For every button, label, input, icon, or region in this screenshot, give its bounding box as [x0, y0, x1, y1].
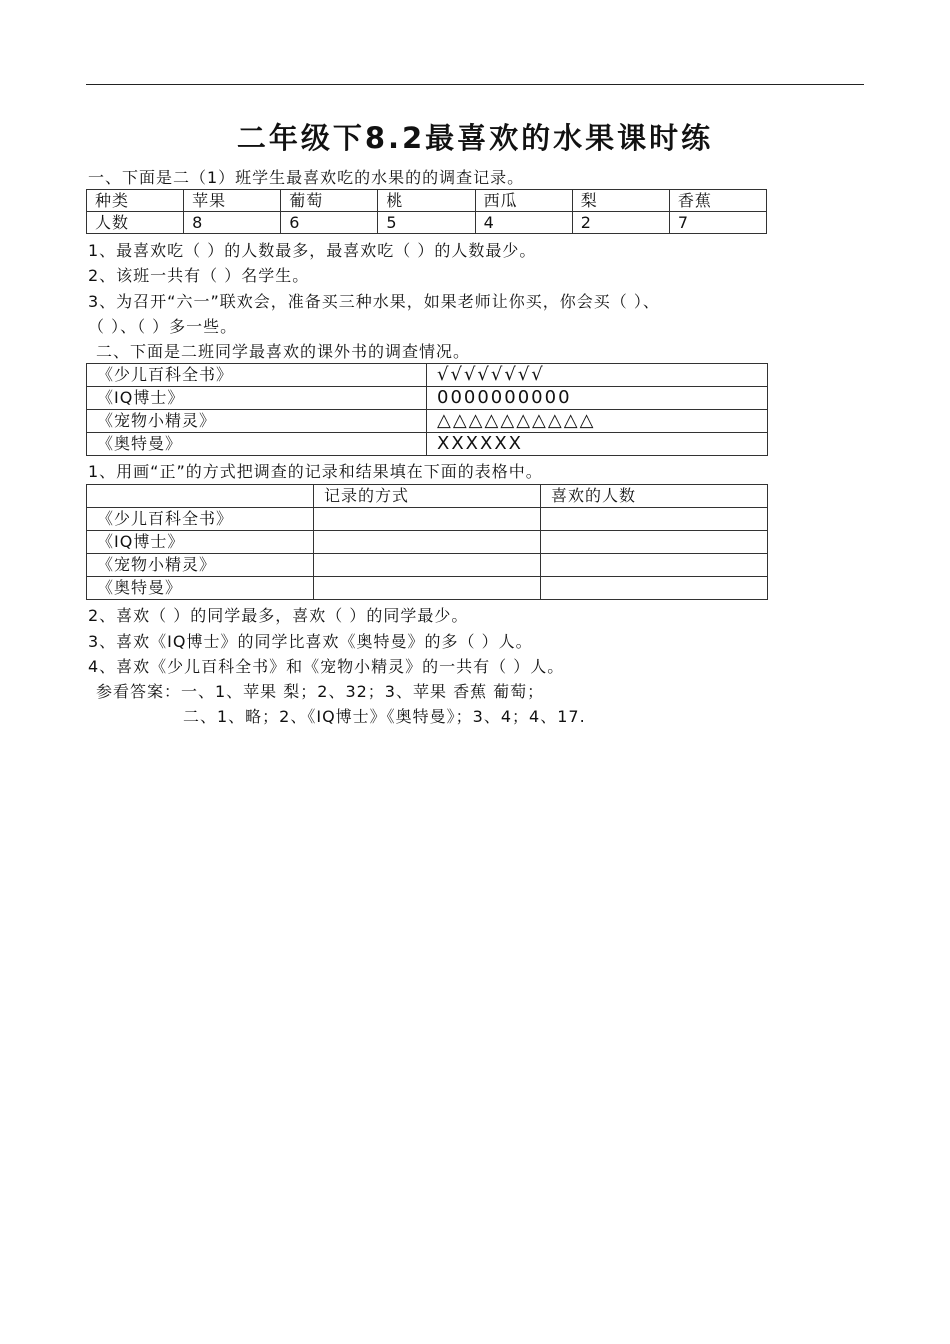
table-cell: 记录的方式: [314, 485, 541, 508]
table-cell: 喜欢的人数: [541, 485, 768, 508]
answer-cell[interactable]: [314, 554, 541, 577]
table-cell: 《奥特曼》: [87, 433, 427, 456]
section1-question-1: 1、最喜欢吃（ ）的人数最多，最喜欢吃（ ）的人数最少。: [88, 241, 537, 260]
table-row: [87, 212, 767, 234]
header-rule: [86, 84, 864, 85]
table-row: [87, 554, 768, 577]
table-row: [87, 190, 767, 212]
tally-answer-table: [86, 484, 768, 600]
section2-heading: 二、下面是二班同学最喜欢的课外书的调查情况。: [96, 342, 471, 361]
table-cell: 梨: [572, 190, 669, 212]
table-cell: 西瓜: [475, 190, 572, 212]
section2-question-1: 1、用画“正”的方式把调查的记录和结果填在下面的表格中。: [88, 462, 543, 481]
table-cell: 《宠物小精灵》: [87, 554, 314, 577]
table-cell: 苹果: [184, 190, 281, 212]
section1-question-2: 2、该班一共有（ ）名学生。: [88, 266, 310, 285]
section2-question-4: 4、喜欢《少儿百科全书》和《宠物小精灵》的一共有（ ）人。: [88, 657, 565, 676]
answer-cell[interactable]: [314, 508, 541, 531]
table-cell: 《宠物小精灵》: [87, 410, 427, 433]
answer-cell[interactable]: [541, 531, 768, 554]
table-cell: 人数: [87, 212, 184, 234]
section2-question-3: 3、喜欢《IQ博士》的同学比喜欢《奥特曼》的多（ ）人。: [88, 632, 533, 651]
table-row: [87, 433, 768, 456]
section1-question-3-continued: （ ）、（ ）多一些。: [88, 317, 238, 336]
table-cell: 《IQ博士》: [87, 531, 314, 554]
table-row: [87, 364, 768, 387]
answer-key-line-1: 参看答案：一、1、苹果 梨；2、32；3、苹果 香蕉 葡萄；: [96, 682, 545, 701]
table-row: [87, 508, 768, 531]
tally-marks: △△△△△△△△△△: [427, 410, 768, 433]
table-cell: 桃: [378, 190, 475, 212]
page-title: 二年级下8.2最喜欢的水果课时练: [236, 121, 714, 155]
table-cell: 2: [572, 212, 669, 234]
table-cell: 《少儿百科全书》: [87, 508, 314, 531]
section2-question-2: 2、喜欢（ ）的同学最多，喜欢（ ）的同学最少。: [88, 606, 469, 625]
answer-cell[interactable]: [541, 554, 768, 577]
table-row: [87, 531, 768, 554]
table-cell: 6: [281, 212, 378, 234]
table-cell: 种类: [87, 190, 184, 212]
answer-key-line-2: 二、1、略；2、《IQ博士》《奥特曼》；3、4；4、17.: [183, 707, 586, 726]
table-cell: 葡萄: [281, 190, 378, 212]
table-cell: 《IQ博士》: [87, 387, 427, 410]
table-cell: 8: [184, 212, 281, 234]
section1-heading: 一、下面是二（1）班学生最喜欢吃的水果的的调查记录。: [88, 168, 525, 187]
answer-cell[interactable]: [541, 577, 768, 600]
table-row: [87, 387, 768, 410]
answer-cell[interactable]: [541, 508, 768, 531]
answer-cell[interactable]: [314, 531, 541, 554]
fruit-survey-table: [86, 189, 767, 234]
table-cell: 5: [378, 212, 475, 234]
answer-cell[interactable]: [314, 577, 541, 600]
table-cell: 4: [475, 212, 572, 234]
table-cell: [87, 485, 314, 508]
table-cell: 《少儿百科全书》: [87, 364, 427, 387]
table-row: [87, 485, 768, 508]
tally-marks: 0000000000: [427, 387, 768, 410]
tally-marks: √√√√√√√√: [427, 364, 768, 387]
table-cell: 《奥特曼》: [87, 577, 314, 600]
table-cell: 香蕉: [669, 190, 766, 212]
table-row: [87, 410, 768, 433]
section1-question-3: 3、为召开“六一”联欢会，准备买三种水果，如果老师让你买，你会买（ ）、: [88, 292, 660, 311]
tally-marks: XXXXXX: [427, 433, 768, 456]
table-row: [87, 577, 768, 600]
book-survey-table: [86, 363, 768, 456]
table-cell: 7: [669, 212, 766, 234]
